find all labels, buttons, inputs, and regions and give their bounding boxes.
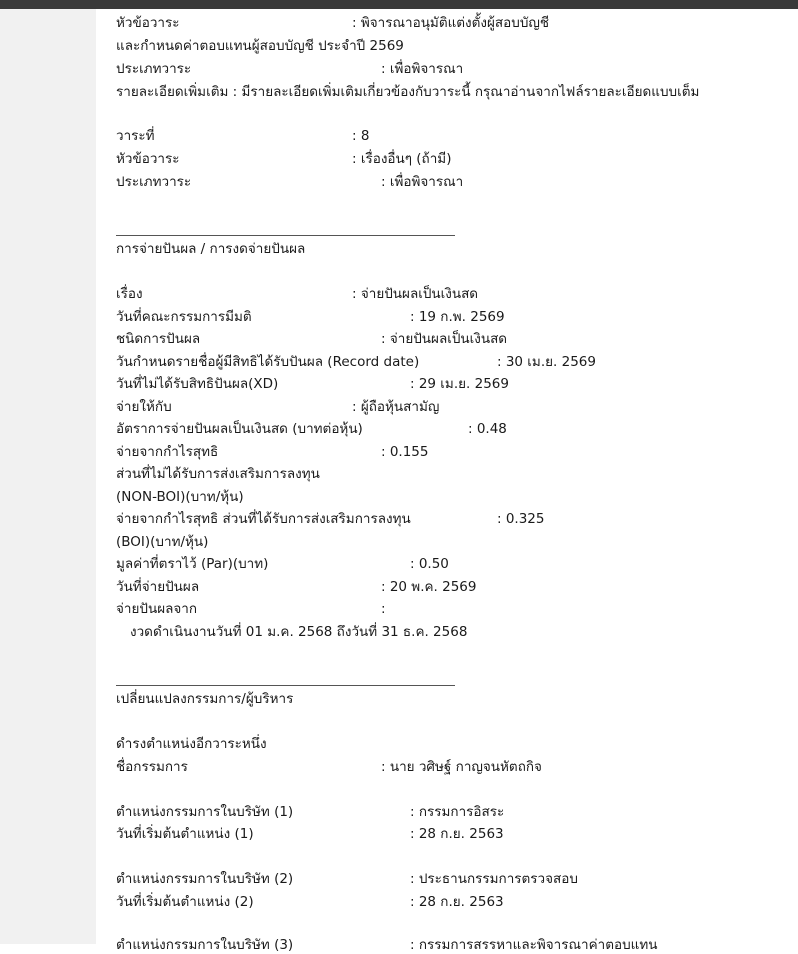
label-non-boi-unit: (NON-BOI)(บาท/หุ้น)	[116, 489, 244, 505]
label-position-3: ตำแหน่งกรรมการในบริษัท (3)	[116, 937, 294, 953]
value-paid-from-colon: :	[381, 601, 386, 617]
value-director-name: : นาย วศิษฐ์ กาญจนหัตถกิจ	[381, 759, 542, 775]
section-divider	[116, 685, 455, 686]
left-gutter	[0, 9, 96, 944]
label-cash-dividend-rate: อัตราการจ่ายปันผลเป็นเงินสด (บาทต่อหุ้น)	[116, 421, 363, 437]
label-start-date-2: วันที่เริ่มต้นตำแหน่ง (2)	[116, 894, 254, 910]
value-position-2: : ประธานกรรมการตรวจสอบ	[410, 871, 578, 887]
label-board-resolution-date: วันที่คณะกรรมการมีมติ	[116, 309, 252, 325]
label-subject: เรื่อง	[116, 286, 143, 302]
label-dividend-type: ชนิดการปันผล	[116, 331, 201, 347]
label-agenda-type: ประเภทวาระ	[116, 174, 192, 190]
value-position-1: : กรรมการอิสระ	[410, 804, 505, 820]
value-paid-to: : ผู้ถือหุ้นสามัญ	[352, 399, 440, 415]
value-agenda-no: : 8	[352, 128, 370, 144]
section-heading-dividend: การจ่ายปันผล / การงดจ่ายปันผล	[116, 241, 306, 257]
label-reappointment: ดำรงตำแหน่งอีกวาระหนึ่ง	[116, 736, 267, 752]
label-from-net-profit: จ่ายจากกำไรสุทธิ	[116, 444, 219, 460]
section-divider	[116, 235, 455, 236]
value-boi: : 0.325	[497, 511, 545, 527]
value-payment-date: : 20 พ.ค. 2569	[381, 579, 477, 595]
label-paid-from: จ่ายปันผลจาก	[116, 601, 198, 617]
value-board-resolution-date: : 19 ก.พ. 2569	[410, 309, 505, 325]
label-par-value: มูลค่าที่ตราไว้ (Par)(บาท)	[116, 556, 269, 572]
value-start-date-2: : 28 ก.ย. 2563	[410, 894, 504, 910]
label-boi: จ่ายจากกำไรสุทธิ ส่วนที่ได้รับการส่งเสริมการลงทุน	[116, 511, 411, 527]
label-xd-date: วันที่ไม่ได้รับสิทธิปันผล(XD)	[116, 376, 279, 392]
label-agenda-no: วาระที่	[116, 128, 155, 144]
value-operating-period: งวดดำเนินงานวันที่ 01 ม.ค. 2568 ถึงวันที่ 31 ธ.ค. 2568	[130, 624, 468, 640]
label-agenda-title: หัวข้อวาระ	[116, 151, 180, 167]
label-agenda-title: หัวข้อวาระ	[116, 15, 180, 31]
label-position-2: ตำแหน่งกรรมการในบริษัท (2)	[116, 871, 294, 887]
label-director-name: ชื่อกรรมการ	[116, 759, 188, 775]
value-from-net-profit: : 0.155	[381, 444, 429, 460]
label-payment-date: วันที่จ่ายปันผล	[116, 579, 200, 595]
value-subject: : จ่ายปันผลเป็นเงินสด	[352, 286, 479, 302]
label-record-date: วันกำหนดรายชื่อผู้มีสิทธิได้รับปันผล (Record date)	[116, 354, 420, 370]
label-agenda-type: ประเภทวาระ	[116, 61, 192, 77]
value-position-3: : กรรมการสรรหาและพิจารณาค่าตอบแทน	[410, 937, 658, 953]
value-agenda-title-cont: และกำหนดค่าตอบแทนผู้สอบบัญชี ประจำปี 2569	[116, 38, 404, 54]
label-non-boi: ส่วนที่ไม่ได้รับการส่งเสริมการลงทุน	[116, 466, 320, 482]
value-dividend-type: : จ่ายปันผลเป็นเงินสด	[381, 331, 508, 347]
label-boi-unit: (BOI)(บาท/หุ้น)	[116, 534, 209, 550]
value-agenda-title: : พิจารณาอนุมัติแต่งตั้งผู้สอบบัญชี	[352, 15, 550, 31]
label-start-date-1: วันที่เริ่มต้นตำแหน่ง (1)	[116, 826, 254, 842]
section-heading-director-change: เปลี่ยนแปลงกรรมการ/ผู้บริหาร	[116, 691, 294, 707]
value-start-date-1: : 28 ก.ย. 2563	[410, 826, 504, 842]
value-agenda-title: : เรื่องอื่นๆ (ถ้ามี)	[352, 151, 452, 167]
label-position-1: ตำแหน่งกรรมการในบริษัท (1)	[116, 804, 294, 820]
top-bar	[0, 0, 798, 9]
value-agenda-type: : เพื่อพิจารณา	[381, 174, 464, 190]
value-cash-dividend-rate: : 0.48	[468, 421, 507, 437]
value-agenda-type: : เพื่อพิจารณา	[381, 61, 464, 77]
value-record-date: : 30 เม.ย. 2569	[497, 354, 596, 370]
value-xd-date: : 29 เม.ย. 2569	[410, 376, 509, 392]
label-paid-to: จ่ายให้กับ	[116, 399, 172, 415]
agenda-details-note: รายละเอียดเพิ่มเติม : มีรายละเอียดเพิ่มเติมเกี่ยวข้องกับวาระนี้ กรุณาอ่านจากไฟล์รายละเอียดแบบเต็ม	[116, 84, 700, 100]
value-par-value: : 0.50	[410, 556, 449, 572]
